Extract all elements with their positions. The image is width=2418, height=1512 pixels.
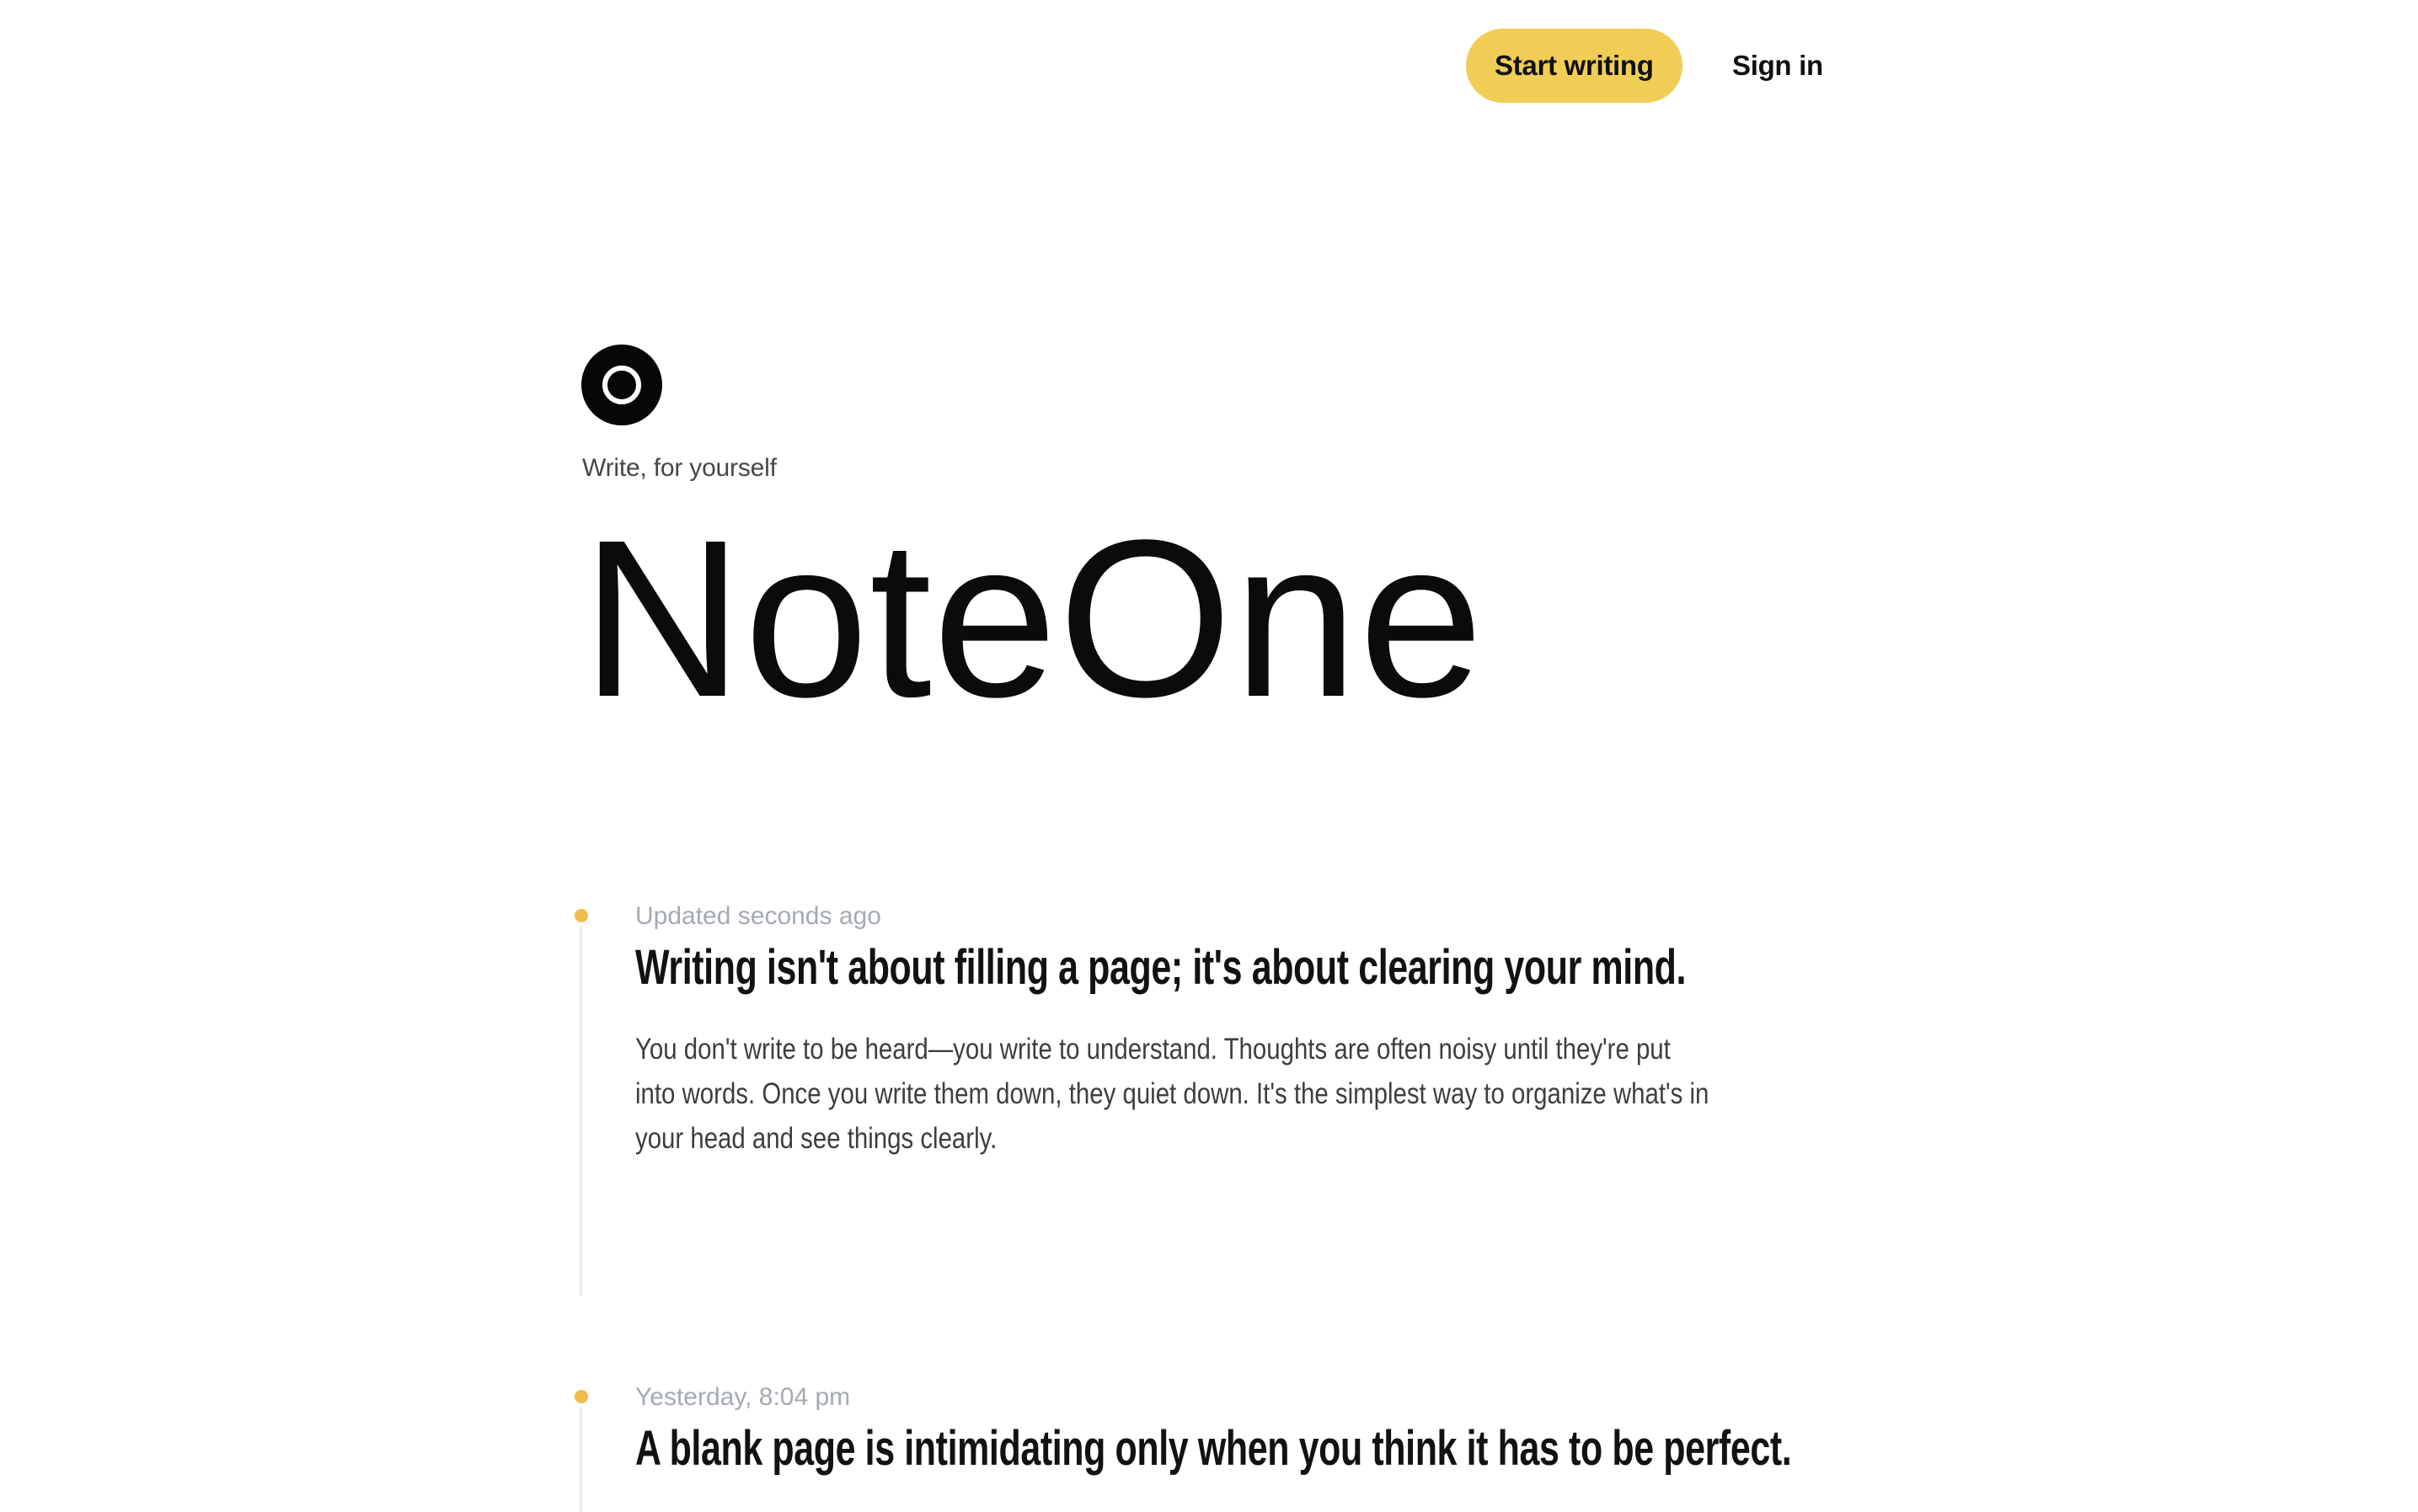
timeline-dot-icon	[575, 1390, 588, 1403]
note-entry[interactable]	[575, 1382, 1923, 1508]
note-title: A blank page is intimidating only when you think it has to be perfect.	[635, 1421, 1792, 1476]
app-title: NoteOne	[581, 494, 1485, 744]
note-timestamp: Yesterday, 8:04 pm	[635, 1383, 851, 1411]
note-timestamp: Updated seconds ago	[635, 902, 881, 930]
timeline-rail	[580, 1407, 582, 1512]
timeline-dot-icon	[575, 909, 588, 922]
note-body: You don't write to be heard—you write to understand. Thoughts are often noisy until they're put into words. Once you write them down, they quiet down. It's the simplest way to organize what's in your head and see things clearly.	[635, 1033, 1709, 1155]
note-title: Writing isn't about filling a page; it's about clearing your mind.	[635, 940, 1687, 995]
sign-in-link[interactable]: Sign in	[1732, 50, 1823, 81]
note-entry[interactable]	[575, 901, 1923, 1297]
tagline: Write, for yourself	[582, 454, 777, 482]
timeline-rail	[580, 926, 582, 1296]
ring-icon	[602, 366, 641, 404]
start-writing-button[interactable]: Start writing	[1466, 29, 1682, 103]
noteone-logo-icon	[581, 345, 662, 425]
